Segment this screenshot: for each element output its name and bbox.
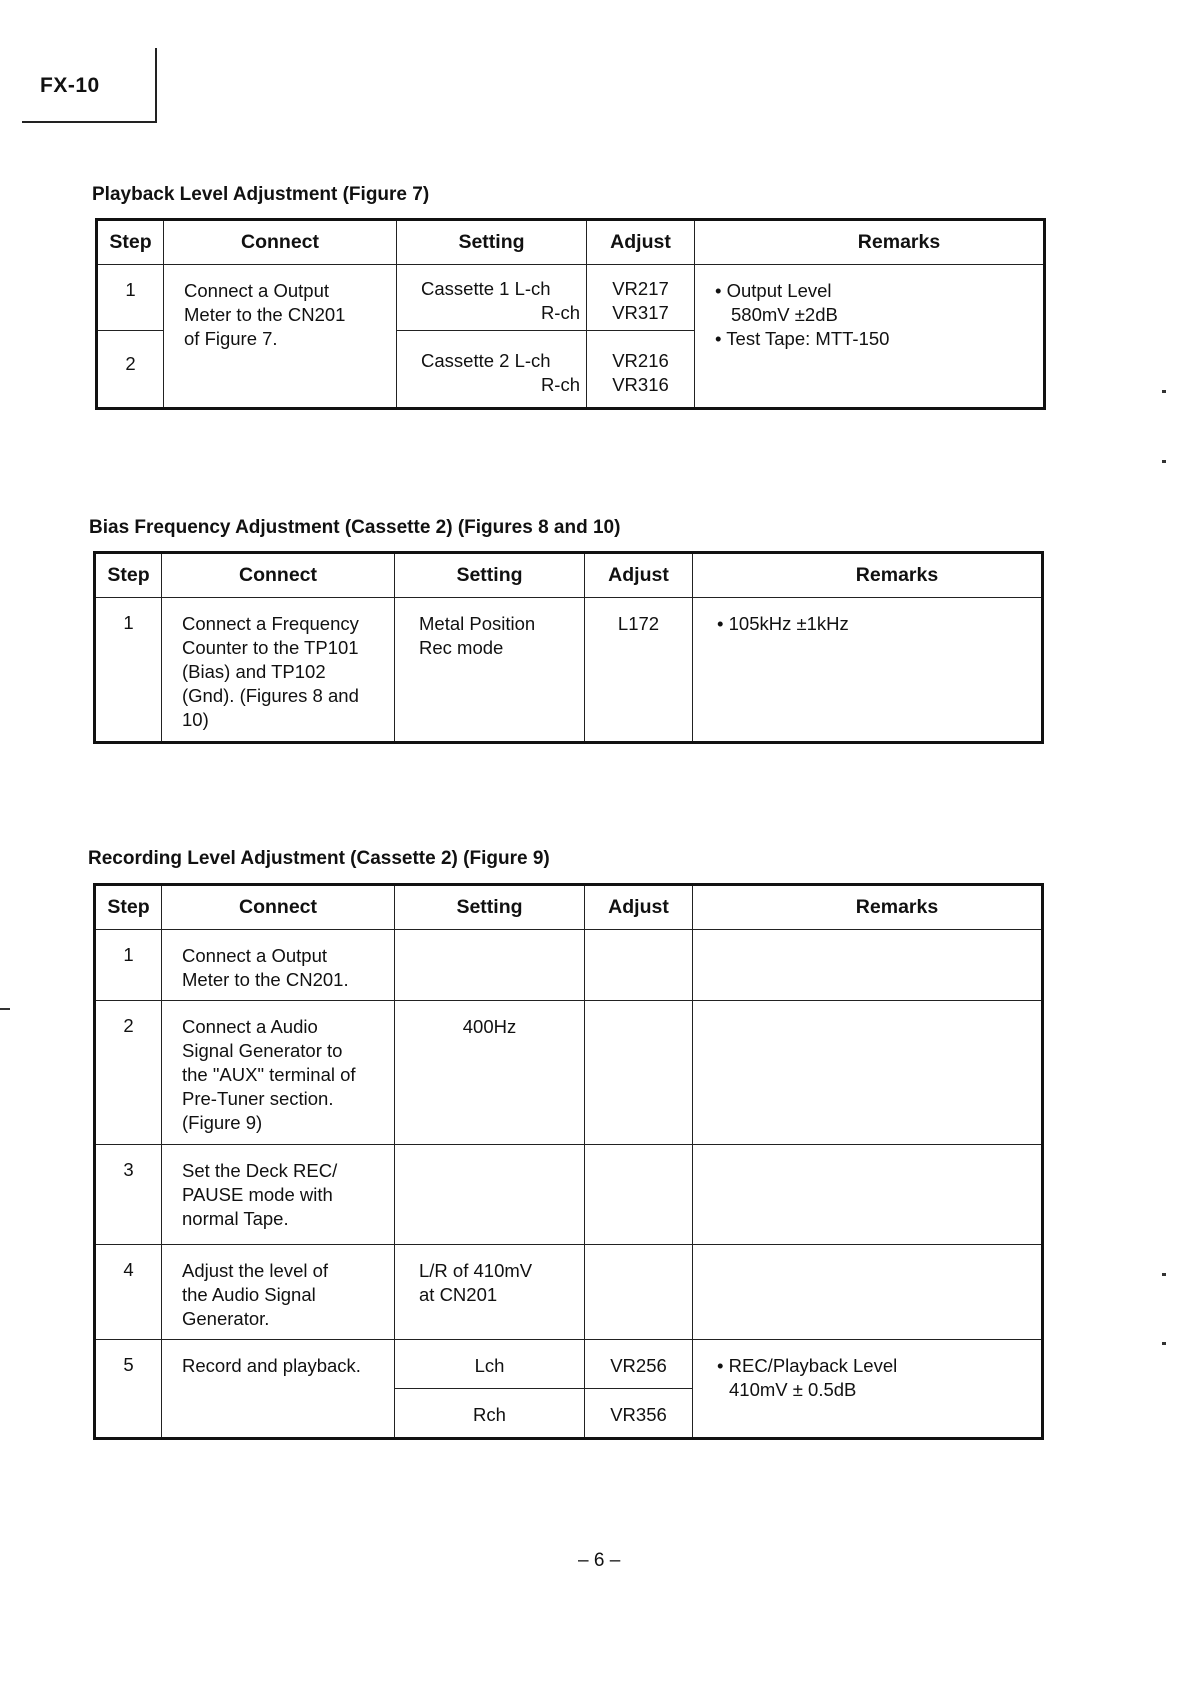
adjust-cell — [585, 1145, 693, 1245]
connect-cell — [162, 930, 395, 1001]
page-number: – 6 – — [578, 1550, 621, 1571]
connect-line: (Figure 9) — [182, 1112, 263, 1133]
column-header-setting: Setting — [397, 220, 587, 265]
column-header-connect: Connect — [162, 885, 395, 930]
table-header-row — [97, 220, 1045, 265]
remarks-cell — [693, 1340, 1043, 1439]
step-cell: 3 — [95, 1145, 162, 1245]
setting-cell — [395, 1145, 585, 1245]
adjust-line: VR316 — [612, 374, 669, 395]
column-header-adjust: Adjust — [587, 220, 695, 265]
recording-section-title: Recording Level Adjustment (Cassette 2) (Figure 9) — [88, 848, 550, 869]
connect-line: Signal Generator to — [182, 1040, 343, 1061]
setting-cell: Rch — [395, 1389, 585, 1439]
table-header-row — [95, 885, 1043, 930]
header-divider-vertical — [155, 48, 157, 122]
adjust-cell — [585, 930, 693, 1001]
table-row — [95, 598, 1043, 743]
scan-speck — [1162, 390, 1166, 393]
column-header-adjust: Adjust — [585, 553, 693, 598]
setting-line: at CN201 — [419, 1284, 498, 1305]
connect-line: Connect a Frequency — [182, 613, 359, 634]
setting-cell: Lch — [395, 1340, 585, 1389]
column-header-adjust: Adjust — [585, 885, 693, 930]
step-cell: 4 — [95, 1245, 162, 1340]
table-row — [95, 1340, 1043, 1389]
connect-line: Connect a Audio — [182, 1016, 318, 1037]
connect-cell — [162, 1001, 395, 1145]
adjust-line: VR217 — [612, 278, 669, 299]
remarks-line: • Test Tape: MTT-150 — [715, 328, 890, 349]
recording-table — [93, 883, 1044, 1440]
column-header-remarks: Remarks — [693, 553, 1043, 598]
setting-cell — [395, 1245, 585, 1340]
remarks-cell — [693, 1001, 1043, 1145]
adjust-cell: L172 — [585, 598, 693, 743]
table-row — [95, 930, 1043, 1001]
adjust-line: VR317 — [612, 302, 669, 323]
bias-section-title: Bias Frequency Adjustment (Cassette 2) (Figures 8 and 10) — [89, 517, 621, 538]
connect-line: Pre-Tuner section. — [182, 1088, 334, 1109]
column-header-step: Step — [97, 220, 164, 265]
step-cell: 1 — [95, 598, 162, 743]
connect-cell — [162, 1245, 395, 1340]
scan-speck — [1162, 460, 1166, 463]
scan-speck — [1162, 1273, 1166, 1276]
adjust-cell: VR256 — [585, 1340, 693, 1389]
connect-line: Generator. — [182, 1308, 270, 1329]
playback-table — [95, 218, 1046, 410]
column-header-setting: Setting — [395, 885, 585, 930]
column-header-connect: Connect — [164, 220, 397, 265]
connect-line: of Figure 7. — [184, 328, 278, 349]
setting-line: L/R of 410mV — [419, 1260, 533, 1281]
column-header-remarks: Remarks — [695, 220, 1045, 265]
connect-line: normal Tape. — [182, 1208, 289, 1229]
remarks-line: 580mV ±2dB — [731, 304, 838, 325]
remarks-line: • REC/Playback Level — [717, 1355, 898, 1376]
column-header-connect: Connect — [162, 553, 395, 598]
remarks-cell: • 105kHz ±1kHz — [693, 598, 1043, 743]
table-header-row — [95, 553, 1043, 598]
connect-line: (Bias) and TP102 — [182, 661, 326, 682]
remarks-cell — [693, 930, 1043, 1001]
remarks-cell — [693, 1145, 1043, 1245]
column-header-setting: Setting — [395, 553, 585, 598]
connect-line: 10) — [182, 709, 209, 730]
adjust-line: VR216 — [612, 350, 669, 371]
connect-cell — [164, 265, 397, 409]
setting-cell — [395, 598, 585, 743]
setting-cell — [397, 331, 587, 409]
setting-line: Cassette 2 L-ch — [421, 350, 551, 371]
setting-cell — [397, 265, 587, 331]
adjust-cell — [587, 265, 695, 331]
column-header-step: Step — [95, 553, 162, 598]
scan-speck — [0, 1008, 10, 1010]
column-header-step: Step — [95, 885, 162, 930]
model-label: FX-10 — [40, 74, 100, 97]
step-cell: 2 — [95, 1001, 162, 1145]
setting-line: Metal Position — [419, 613, 536, 634]
connect-cell — [162, 598, 395, 743]
setting-line: R-ch — [540, 302, 580, 323]
setting-cell — [395, 930, 585, 1001]
connect-line: the "AUX" terminal of — [182, 1064, 356, 1085]
header-divider-horizontal — [22, 121, 157, 123]
connect-line: Counter to the TP101 — [182, 637, 359, 658]
column-header-remarks: Remarks — [693, 885, 1043, 930]
connect-line: Connect a Output — [182, 945, 328, 966]
remarks-cell — [695, 265, 1045, 409]
connect-line: Meter to the CN201. — [182, 969, 349, 990]
step-cell: 2 — [97, 331, 164, 409]
connect-line: Meter to the CN201 — [184, 304, 346, 325]
bias-table — [93, 551, 1044, 744]
setting-line: R-ch — [540, 374, 580, 395]
adjust-cell — [587, 331, 695, 409]
step-cell: 1 — [97, 265, 164, 331]
setting-line: Cassette 1 L-ch — [421, 278, 551, 299]
remarks-line: • Output Level — [715, 280, 832, 301]
adjust-cell: VR356 — [585, 1389, 693, 1439]
remarks-line: 410mV ± 0.5dB — [729, 1379, 857, 1400]
adjust-cell — [585, 1245, 693, 1340]
connect-line: PAUSE mode with — [182, 1184, 333, 1205]
connect-line: (Gnd). (Figures 8 and — [182, 685, 359, 706]
connect-line: the Audio Signal — [182, 1284, 316, 1305]
connect-line: Adjust the level of — [182, 1260, 329, 1281]
setting-cell: 400Hz — [395, 1001, 585, 1145]
playback-section-title: Playback Level Adjustment (Figure 7) — [92, 184, 430, 205]
connect-line: Connect a Output — [184, 280, 330, 301]
setting-line: Rec mode — [419, 637, 504, 658]
connect-cell: Record and playback. — [162, 1340, 395, 1439]
connect-line: Set the Deck REC/ — [182, 1160, 338, 1181]
connect-cell — [162, 1145, 395, 1245]
step-cell: 5 — [95, 1340, 162, 1439]
table-row — [95, 1245, 1043, 1340]
table-row — [95, 1145, 1043, 1245]
table-row — [97, 265, 1045, 331]
table-row — [95, 1001, 1043, 1145]
scan-speck — [1162, 1342, 1166, 1345]
adjust-cell — [585, 1001, 693, 1145]
step-cell: 1 — [95, 930, 162, 1001]
remarks-cell — [693, 1245, 1043, 1340]
